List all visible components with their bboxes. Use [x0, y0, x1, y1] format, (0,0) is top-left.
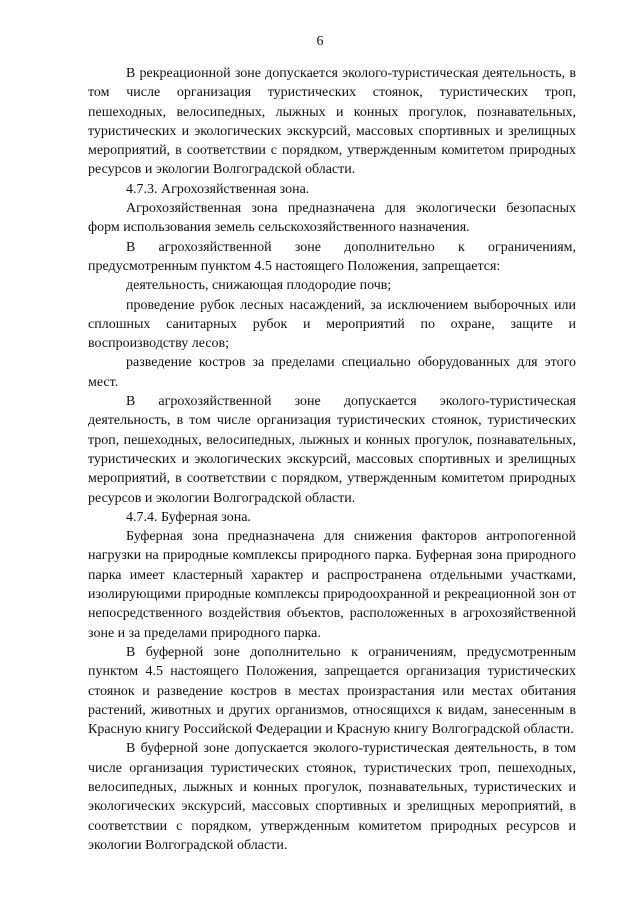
paragraph-buffer-zone-prohibitions: В буферной зоне дополнительно к ограничениям, предусмотренным пунктом 4.5 настоящего Положения, запрещается организация туристических стоянок и разведение костров в местах произрастания или местах обитания растений, животных и других организмов, относящихся к видам, занесенным в Красную книгу Российской Федерации и Красную книгу Волгоградской области. — [88, 644, 576, 738]
paragraph-agro-zone-activities: В агрохозяйственной зоне допускается эколого-туристическая деятельность, в том числе организация туристических стоянок, туристических троп, пешеходных, велосипедных, лыжных и конных прогулок, познавательных, туристических и экологических экскурсий, массовых спортивных и зрелищных мероприятий, в соответствии с порядком, утвержденным комитетом природных ресурсов и экологии Волгоградской области. — [88, 394, 576, 506]
list-item-logging: проведение рубок лесных насаждений, за исключением выборочных или сплошных санитарных рубок и мероприятий по охране, защите и воспроизводству лесов; — [88, 297, 576, 352]
paragraph-buffer-zone-activities: В буферной зоне допускается эколого-туристическая деятельность, в том числе организация туристических стоянок, туристических троп, пешеходных, велосипедных, лыжных и конных прогулок, познавательных, туристических и экологических экскурсий, массовых спортивных и зрелищных мероприятий, в соответствии с порядком, утвержденным комитетом природных ресурсов и экологии Волгоградской области. — [88, 741, 576, 853]
paragraph-recreational-zone-activities: В рекреационной зоне допускается эколого-туристическая деятельность, в том числе организация туристических стоянок, туристических троп, пешеходных, велосипедных, лыжных и конных прогулок, познавательных, туристических и экологических экскурсий, массовых спортивных и зрелищных мероприятий, в соответствии с порядком, утвержденным комитетом природных ресурсов и экологии Волгоградской области. — [88, 66, 576, 178]
paragraph-agro-zone-purpose: Агрохозяйственная зона предназначена для экологически безопасных форм использования земель сельскохозяйственного назначения. — [88, 201, 576, 236]
page-number: 6 — [316, 34, 324, 49]
list-item-campfires: разведение костров за пределами специально оборудованных для этого мест. — [88, 355, 576, 390]
document-body — [88, 64, 576, 855]
section-heading-buffer-zone: 4.7.4. Буферная зона. — [126, 509, 251, 525]
paragraph-agro-zone-prohibitions-intro: В агрохозяйственной зоне дополнительно к ограничениям, предусмотренным пунктом 4.5 настоящего Положения, запрещается: — [88, 239, 576, 274]
paragraph-buffer-zone-purpose: Буферная зона предназначена для снижения факторов антропогенной нагрузки на природные комплексы природного парка. Буферная зона природного парка имеет кластерный характер и распространена отдельными участками, изолирующими природные комплексы природоохранной и рекреационной зон от непосредственного воздействия объектов, расположенных в агрохозяйственной зоне и за пределами природного парка. — [88, 529, 576, 641]
list-item-soil-fertility: деятельность, снижающая плодородие почв; — [126, 278, 392, 294]
section-heading-agro-zone: 4.7.3. Агрохозяйственная зона. — [126, 181, 310, 197]
